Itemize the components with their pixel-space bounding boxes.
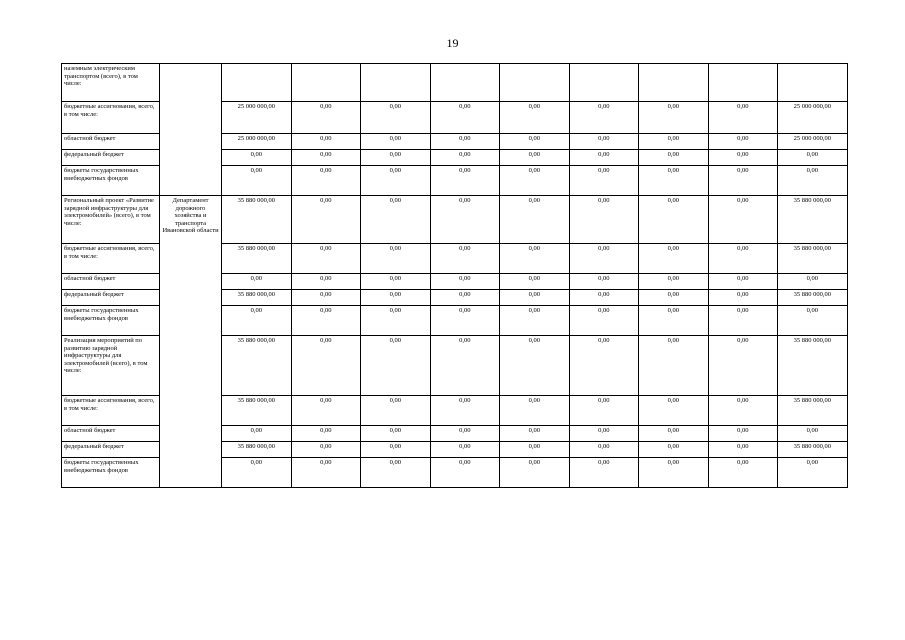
amount-cell: 35 880 000,00 [778, 196, 848, 244]
amount-cell: 0,00 [708, 290, 778, 306]
page-number: 19 [446, 36, 459, 50]
amount-cell: 0,00 [291, 290, 361, 306]
amount-cell: 0,00 [708, 458, 778, 488]
amount-cell: 0,00 [708, 396, 778, 426]
row-label: областной бюджет [62, 274, 160, 290]
amount-cell: 0,00 [778, 306, 848, 336]
amount-cell: 0,00 [430, 442, 500, 458]
row-label: бюджетные ассигнования, всего, в том числе: [62, 396, 160, 426]
amount-cell: 0,00 [361, 274, 431, 290]
row-label: областной бюджет [62, 134, 160, 150]
amount-cell: 35 880 000,00 [222, 442, 292, 458]
amount-cell: 0,00 [778, 426, 848, 442]
executor-cell: Департамент дорожного хозяйства и транспорта Ивановской области [160, 196, 222, 488]
amount-cell: 0,00 [708, 134, 778, 150]
amount-cell: 0,00 [222, 166, 292, 196]
amount-cell: 0,00 [222, 306, 292, 336]
row-label: бюджетные ассигнования, всего, в том числе: [62, 102, 160, 134]
amount-cell: 0,00 [639, 426, 709, 442]
amount-cell: 0,00 [291, 244, 361, 274]
amount-cell: 0,00 [291, 336, 361, 396]
budget-table-body [62, 64, 848, 488]
amount-cell: 0,00 [639, 196, 709, 244]
amount-cell: 0,00 [778, 458, 848, 488]
amount-cell: 25 000 000,00 [222, 102, 292, 134]
amount-cell: 35 880 000,00 [778, 244, 848, 274]
amount-cell: 0,00 [222, 458, 292, 488]
amount-cell: 0,00 [569, 166, 639, 196]
amount-cell: 0,00 [639, 442, 709, 458]
amount-cell: 0,00 [430, 274, 500, 290]
amount-cell: 0,00 [500, 442, 570, 458]
amount-cell [222, 64, 292, 102]
amount-cell: 0,00 [430, 306, 500, 336]
row-label: наземным электрическим транспортом (всего), в том числе: [62, 64, 160, 102]
amount-cell: 35 880 000,00 [778, 290, 848, 306]
amount-cell: 0,00 [639, 134, 709, 150]
amount-cell: 0,00 [291, 134, 361, 150]
row-label: Реализация мероприятий по развитию зарядной инфраструктуры для электромобилей (всего), в том числе: [62, 336, 160, 396]
amount-cell: 0,00 [708, 196, 778, 244]
amount-cell: 0,00 [291, 458, 361, 488]
amount-cell: 0,00 [361, 134, 431, 150]
amount-cell: 0,00 [639, 274, 709, 290]
amount-cell: 0,00 [500, 244, 570, 274]
amount-cell: 35 880 000,00 [222, 290, 292, 306]
amount-cell: 0,00 [361, 306, 431, 336]
row-label: федеральный бюджет [62, 290, 160, 306]
amount-cell: 0,00 [430, 134, 500, 150]
amount-cell [708, 64, 778, 102]
amount-cell: 0,00 [569, 426, 639, 442]
amount-cell: 0,00 [291, 396, 361, 426]
amount-cell: 35 880 000,00 [222, 336, 292, 396]
amount-cell: 0,00 [569, 396, 639, 426]
amount-cell: 35 880 000,00 [222, 396, 292, 426]
amount-cell: 0,00 [361, 458, 431, 488]
amount-cell: 0,00 [430, 196, 500, 244]
amount-cell: 35 880 000,00 [778, 396, 848, 426]
amount-cell: 0,00 [291, 426, 361, 442]
amount-cell: 0,00 [430, 244, 500, 274]
amount-cell: 0,00 [361, 426, 431, 442]
amount-cell: 0,00 [708, 244, 778, 274]
amount-cell: 25 000 000,00 [222, 134, 292, 150]
amount-cell: 0,00 [500, 102, 570, 134]
amount-cell: 0,00 [639, 102, 709, 134]
amount-cell: 0,00 [361, 166, 431, 196]
amount-cell: 0,00 [430, 336, 500, 396]
amount-cell: 0,00 [291, 306, 361, 336]
table-row [62, 196, 848, 244]
row-label: бюджетные ассигнования, всего, в том числе: [62, 244, 160, 274]
amount-cell: 0,00 [430, 150, 500, 166]
amount-cell: 0,00 [500, 166, 570, 196]
amount-cell: 0,00 [291, 102, 361, 134]
amount-cell: 0,00 [500, 134, 570, 150]
amount-cell: 0,00 [361, 102, 431, 134]
amount-cell: 0,00 [361, 196, 431, 244]
amount-cell: 0,00 [430, 102, 500, 134]
amount-cell: 0,00 [569, 244, 639, 274]
amount-cell: 0,00 [708, 274, 778, 290]
amount-cell: 0,00 [639, 166, 709, 196]
amount-cell: 0,00 [569, 134, 639, 150]
amount-cell: 0,00 [569, 336, 639, 396]
amount-cell: 0,00 [500, 150, 570, 166]
amount-cell: 0,00 [639, 290, 709, 306]
amount-cell: 25 000 000,00 [778, 134, 848, 150]
amount-cell: 0,00 [430, 458, 500, 488]
row-label: Региональный проект «Развитие зарядной инфраструктуры для электромобилей» (всего), в том числе: [62, 196, 160, 244]
amount-cell: 0,00 [430, 396, 500, 426]
executor-cell-empty [160, 64, 222, 196]
amount-cell: 0,00 [708, 102, 778, 134]
amount-cell: 0,00 [500, 396, 570, 426]
amount-cell: 0,00 [222, 150, 292, 166]
amount-cell: 0,00 [569, 150, 639, 166]
amount-cell: 0,00 [778, 150, 848, 166]
amount-cell: 0,00 [569, 290, 639, 306]
row-label: федеральный бюджет [62, 442, 160, 458]
amount-cell: 0,00 [708, 150, 778, 166]
amount-cell: 0,00 [569, 442, 639, 458]
amount-cell: 35 880 000,00 [778, 336, 848, 396]
amount-cell: 0,00 [500, 336, 570, 396]
amount-cell [291, 64, 361, 102]
amount-cell: 0,00 [222, 274, 292, 290]
amount-cell: 0,00 [500, 458, 570, 488]
amount-cell [500, 64, 570, 102]
budget-table [61, 63, 848, 488]
amount-cell: 35 880 000,00 [222, 196, 292, 244]
amount-cell: 0,00 [569, 458, 639, 488]
amount-cell: 0,00 [430, 166, 500, 196]
amount-cell: 25 000 000,00 [778, 102, 848, 134]
amount-cell: 0,00 [639, 150, 709, 166]
amount-cell: 0,00 [361, 442, 431, 458]
amount-cell: 0,00 [708, 306, 778, 336]
amount-cell: 0,00 [639, 458, 709, 488]
amount-cell: 0,00 [291, 274, 361, 290]
amount-cell: 0,00 [639, 306, 709, 336]
amount-cell: 0,00 [639, 244, 709, 274]
amount-cell: 0,00 [500, 290, 570, 306]
amount-cell: 0,00 [639, 396, 709, 426]
amount-cell: 0,00 [708, 442, 778, 458]
amount-cell: 0,00 [361, 336, 431, 396]
amount-cell: 0,00 [291, 150, 361, 166]
amount-cell: 0,00 [500, 196, 570, 244]
amount-cell: 0,00 [361, 244, 431, 274]
amount-cell: 0,00 [430, 426, 500, 442]
amount-cell: 0,00 [778, 274, 848, 290]
amount-cell: 0,00 [708, 426, 778, 442]
amount-cell: 0,00 [500, 274, 570, 290]
row-label: бюджеты государственных внебюджетных фондов [62, 306, 160, 336]
amount-cell: 0,00 [361, 396, 431, 426]
amount-cell: 0,00 [708, 166, 778, 196]
row-label: федеральный бюджет [62, 150, 160, 166]
row-label: областной бюджет [62, 426, 160, 442]
row-label: бюджеты государственных внебюджетных фондов [62, 166, 160, 196]
amount-cell: 0,00 [291, 196, 361, 244]
amount-cell: 0,00 [569, 306, 639, 336]
row-label: бюджеты государственных внебюджетных фондов [62, 458, 160, 488]
amount-cell [639, 64, 709, 102]
amount-cell: 0,00 [291, 166, 361, 196]
amount-cell: 0,00 [569, 102, 639, 134]
amount-cell: 0,00 [708, 336, 778, 396]
amount-cell [430, 64, 500, 102]
amount-cell [361, 64, 431, 102]
amount-cell: 0,00 [500, 306, 570, 336]
amount-cell: 35 880 000,00 [778, 442, 848, 458]
amount-cell: 0,00 [778, 166, 848, 196]
amount-cell: 35 880 000,00 [222, 244, 292, 274]
amount-cell: 0,00 [361, 290, 431, 306]
amount-cell: 0,00 [569, 196, 639, 244]
amount-cell: 0,00 [500, 426, 570, 442]
amount-cell: 0,00 [569, 274, 639, 290]
amount-cell [778, 64, 848, 102]
table-row [62, 64, 848, 102]
amount-cell: 0,00 [222, 426, 292, 442]
amount-cell: 0,00 [361, 150, 431, 166]
amount-cell: 0,00 [430, 290, 500, 306]
amount-cell [569, 64, 639, 102]
amount-cell: 0,00 [291, 442, 361, 458]
amount-cell: 0,00 [639, 336, 709, 396]
